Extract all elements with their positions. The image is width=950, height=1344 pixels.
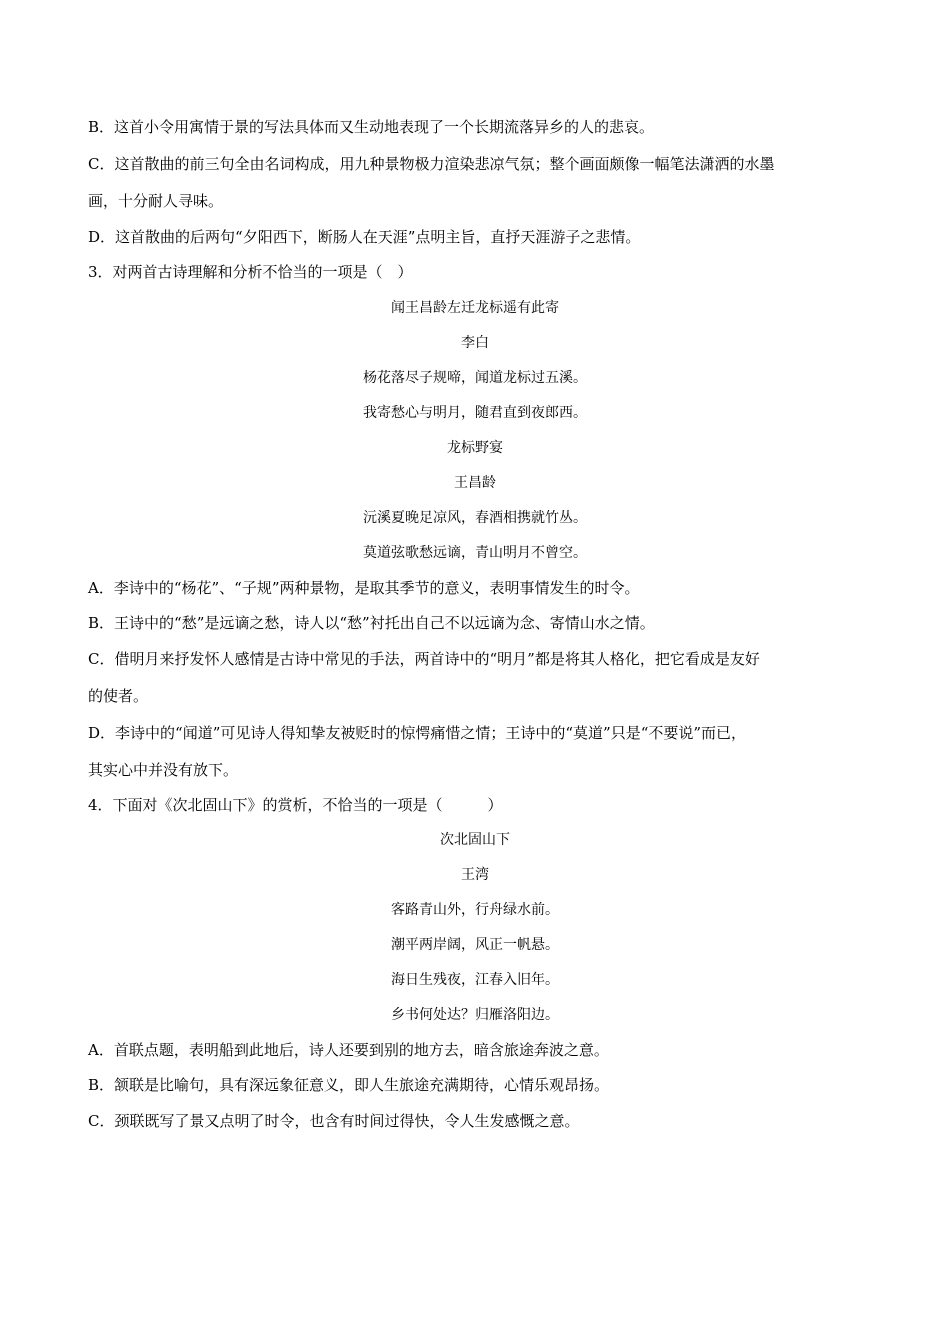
q4-option-c: C．颈联既写了景又点明了时令，也含有时间过得快，令人生发感慨之意。 — [88, 1112, 580, 1130]
q3-stem: 3．对两首古诗理解和分析不恰当的一项是（ ） — [88, 263, 413, 281]
q3-poem2-line: 沅溪夏晚足凉风，春酒相携就竹丛。 — [363, 510, 587, 526]
q3-option-c-line2: 的使者。 — [88, 687, 149, 705]
q4-poem-line: 乡书何处达？归雁洛阳边。 — [391, 1007, 559, 1023]
q3-option-b: B．王诗中的“愁”是远谪之愁，诗人以“愁”衬托出自己不以远谪为念、寄情山水之情。 — [88, 614, 655, 632]
q4-option-a: A．首联点题，表明船到此地后，诗人还要到别的地方去，暗含旅途奔波之意。 — [88, 1041, 609, 1059]
q4-poem-line: 客路青山外，行舟绿水前。 — [391, 902, 559, 918]
q3-poem1-line: 我寄愁心与明月，随君直到夜郎西。 — [363, 405, 587, 421]
q2-option-c-line1: C．这首散曲的前三句全由名词构成，用九种景物极力渲染悲凉气氛；整个画面颇像一幅笔法潇洒的水墨 — [88, 155, 775, 173]
q4-stem: 4．下面对《次北固山下》的赏析，不恰当的一项是（ ） — [88, 796, 503, 814]
q4-poem-author: 王湾 — [461, 867, 489, 883]
q4-poem-line: 海日生残夜，江春入旧年。 — [391, 972, 559, 988]
q3-poem2-line: 莫道弦歌愁远谪，青山明月不曾空。 — [363, 545, 587, 561]
q3-option-a: A．李诗中的“杨花”、“子规”两种景物，是取其季节的意义，表明事情发生的时令。 — [88, 579, 640, 597]
q3-poem2-author: 王昌龄 — [454, 475, 496, 491]
q4-option-b: B．颔联是比喻句，具有深远象征意义，即人生旅途充满期待，心情乐观昂扬。 — [88, 1076, 610, 1094]
q3-poem1-title: 闻王昌龄左迁龙标遥有此寄 — [391, 300, 559, 316]
q2-option-c-line2: 画，十分耐人寻味。 — [88, 192, 224, 210]
q4-poem-title: 次北固山下 — [440, 832, 510, 848]
q3-poem2-title: 龙标野宴 — [447, 440, 503, 456]
q3-option-c-line1: C．借明月来抒发怀人感情是古诗中常见的手法，两首诗中的“明月”都是将其人格化，把它看成是友好 — [88, 650, 760, 668]
q2-option-b: B．这首小令用寓情于景的写法具体而又生动地表现了一个长期流落异乡的人的悲哀。 — [88, 118, 655, 136]
q4-poem-line: 潮平两岸阔，风正一帆悬。 — [391, 937, 559, 953]
q3-option-d-line2: 其实心中并没有放下。 — [88, 761, 239, 779]
q2-option-d: D．这首散曲的后两句“夕阳西下，断肠人在天涯”点明主旨，直抒天涯游子之悲情。 — [88, 228, 641, 246]
q3-poem1-author: 李白 — [461, 335, 489, 351]
q3-option-d-line1: D．李诗中的“闻道”可见诗人得知挚友被贬时的惊愕痛惜之情；王诗中的“莫道”只是“不要说”而已， — [88, 724, 747, 742]
q3-poem1-line: 杨花落尽子规啼，闻道龙标过五溪。 — [363, 370, 587, 386]
